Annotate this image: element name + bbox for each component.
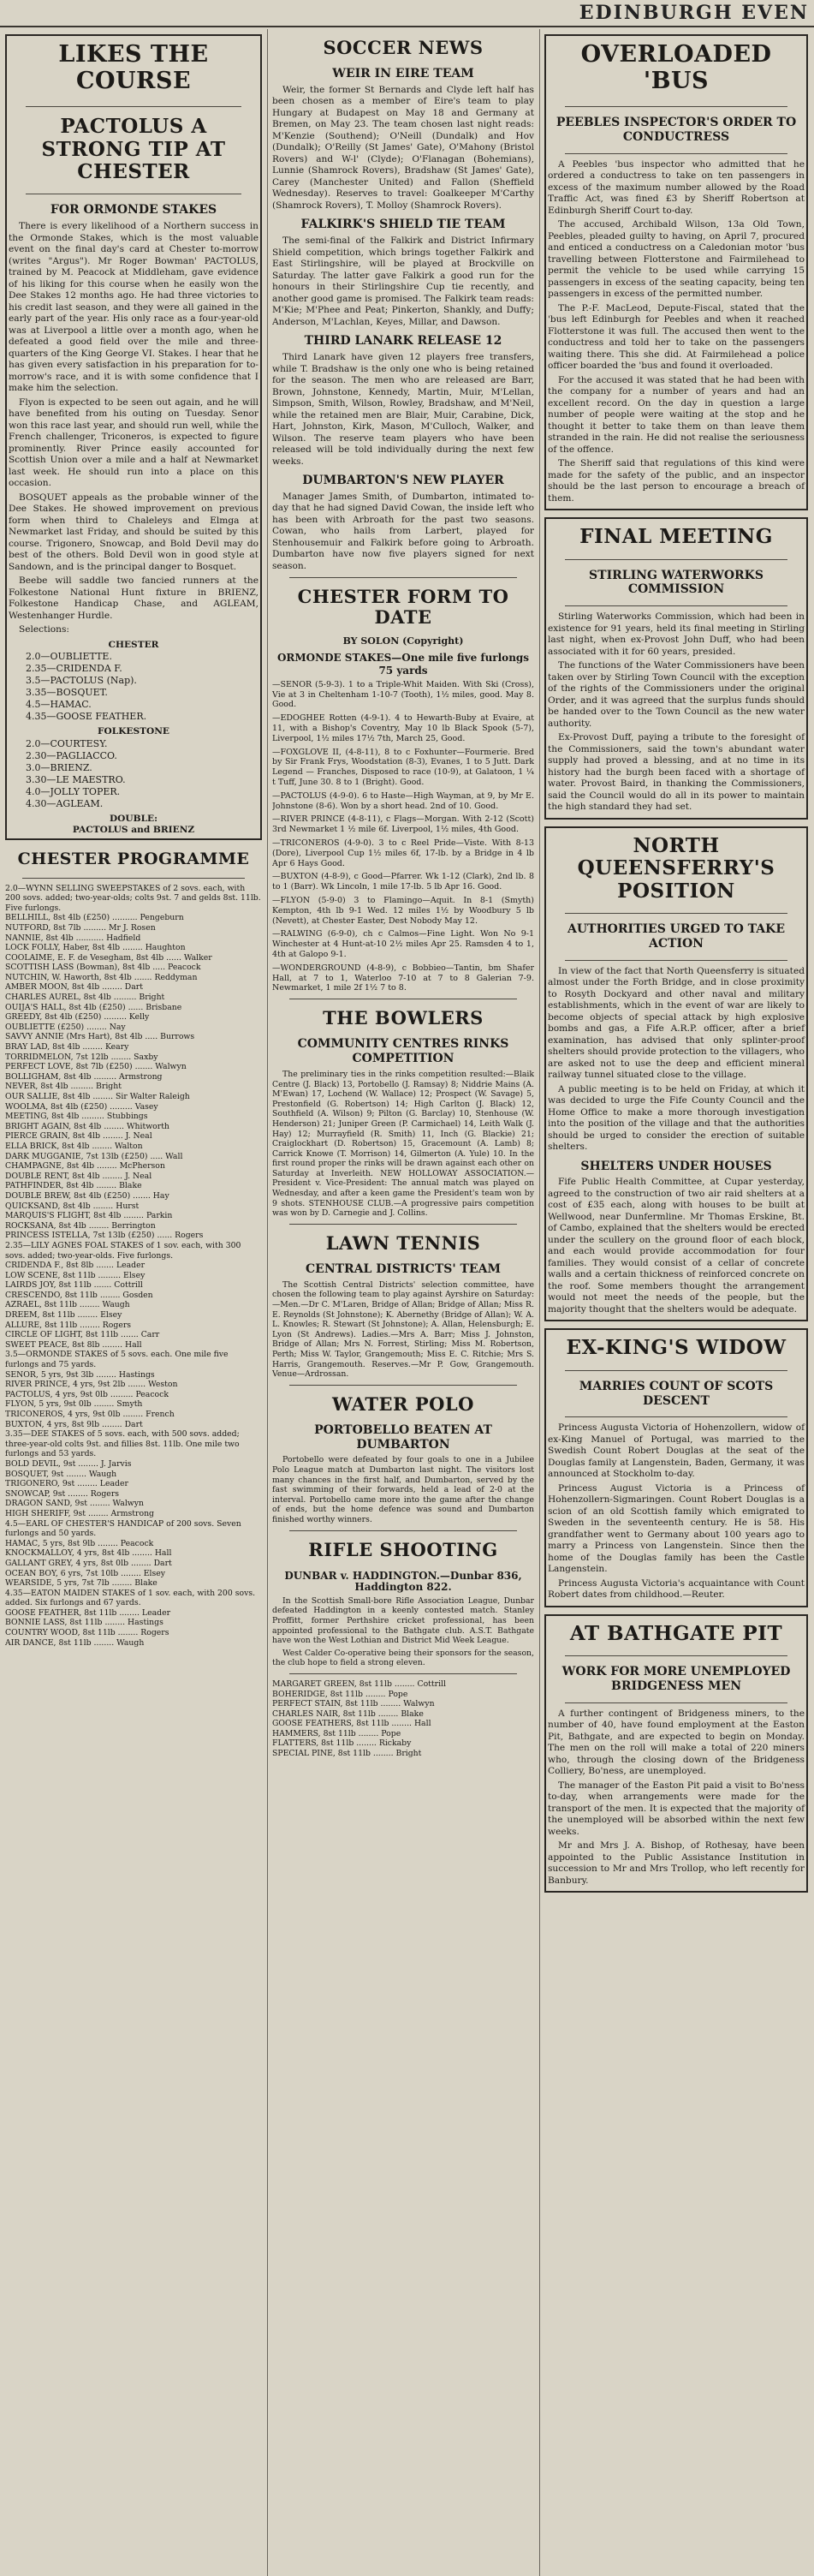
chester-programme-headline: CHESTER PROGRAMME: [17, 849, 250, 868]
article-paragraph: Flyon is expected to be seen out again, and he will have benefited from his outing on Tuesday. Senor won this race last year, and should run well, while the French challenger, Triconeros, is expected to figure prominently. River Prince easily accounted for Scottish Union over a mile and a half at Newmarket last week. He should run into a place on this occasion.: [9, 397, 258, 489]
article-paragraph: Princess August Victoria is a Princess of Hohenzollern-Sigmaringen. Count Robert Douglas is a scion of an old Scottish family which emigrated to Sweden in the seventeenth century. He is 58. His grandfather went to Germany about 100 years ago to marry a Princess von Langenstein. Since then the home of the Douglas family has been the Castle Langenstein.: [548, 1482, 805, 1575]
programme-line: DRAGON SAND, 9st ........ Walwyn: [5, 1499, 144, 1509]
lanark-subhead: THIRD LANARK RELEASE 12: [304, 334, 502, 349]
runner-line: HAMMERS, 8st 11lb ........ Pope: [272, 1728, 401, 1738]
programme-line: HIGH SHERIFF, 9st ........ Armstrong: [5, 1508, 155, 1518]
programme-line: COOLAIME, E. F. de Vesegham, 8st 4lb ...... Walker: [5, 952, 212, 963]
programme-line: TORRIDMELON, 7st 12lb ........ Saxby: [5, 1052, 158, 1062]
selections-label: Selections:: [19, 624, 69, 635]
article-paragraph: A further contingent of Bridgeness miners, to the number of 40, have found employment at the Easton Pit, Bathgate, and are expected to begin on Monday. The men on the roll will make a total of 220 miners who, through the closing down of the Bridgeness Colliery, Bo'ness, are unemployed.: [548, 1708, 805, 1777]
programme-line: 2.35—LILY AGNES FOAL STAKES of 1 sov. each, with 300 sovs. added; two-year-olds. Five furlongs.: [5, 1240, 241, 1261]
folkestone-tip: 2.30—PAGLIACCO.: [26, 749, 117, 761]
programme-line: ELLA BRICK, 8st 4lb ........ Walton: [5, 1141, 143, 1151]
programme-line: SWEET PEACE, 8st 8lb ........ Hall: [5, 1339, 142, 1350]
chester-tip: 2.35—CRIDENDA F.: [26, 663, 122, 675]
programme-line: 3.35—DEE STAKES of 5 sovs. each, with 500 sovs. added; three-year-old colts 9st. and fillies 8st. 11lb. One mile two furlongs and 53 yards.: [5, 1429, 240, 1459]
article-paragraph: The Scottish Central Districts' selection committee, have chosen the following team to play against Ayrshire on Saturday:—Men.—Dr C. M'Laren, Bridge of Allan; Bridge of Allan; Miss R. E. Reynolds (St Johnstone); K. Abernethy (Bridge of Allan); W. A. L. Knowles; R. Stewart (St Johnstone); A. Allan, Helensburgh; E. Lyon (St Andrews). Ladies.—Mrs A. Barr; Miss J. Johnston, Bridge of Allan; Mrs N. Forrest, Stirling; Miss M. Robertson, Perth; Miss W. Taylor, Grangemouth; Miss E. C. Ritchie; Mrs S. Harris, Grangemouth. Reserves.—Mr P. Gow, Grangemouth. Venue—Ardrossan.: [272, 1279, 534, 1380]
programme-line: GOOSE FEATHER, 8st 11lb ........ Leader: [5, 1607, 171, 1618]
programme-line: CRIDENDA F., 8st 8lb ....... Leader: [5, 1261, 146, 1271]
double-value: PACTOLUS and BRIENZ: [72, 825, 195, 836]
folkestone-tip: 2.0—COURTESY.: [26, 737, 108, 749]
folkestone-tips-list: [9, 738, 258, 810]
column-divider: [267, 29, 268, 2576]
queensferry-headline: NORTH QUEENSFERRY'S POSITION: [577, 833, 775, 903]
programme-line: BELLHILL, 8st 4lb (£250) .......... Pengeburn: [5, 913, 184, 923]
programme-line: DOUBLE BREW, 8st 4lb (£250) ....... Hay: [5, 1190, 169, 1201]
article-paragraph: In the Scottish Small-bore Rifle Association League, Dunbar defeated Haddington in a keenly contested match. Stanley Proffitt, former Perthshire cricket professional, has been appointed professional to the Bathgate club. A.S.T. Bathgate have won the West Lothian and District Mid Week League.: [272, 1595, 534, 1646]
programme-line: GALLANT GREY, 4 yrs, 8st 0lb ........ Dart: [5, 1558, 172, 1568]
programme-line: COUNTRY WOOD, 8st 11lb ........ Rogers: [5, 1628, 169, 1638]
headline-rule: [565, 960, 787, 961]
headline-rule: [26, 106, 241, 107]
programme-line: WEARSIDE, 5 yrs, 7st 7lb ........ Blake: [5, 1578, 157, 1589]
programme-line: SAVVY ANNIE (Mrs Hart), 8st 4lb ..... Burrows: [5, 1032, 195, 1042]
widow-subhead: MARRIES COUNT OF SCOTS DESCENT: [579, 1379, 774, 1408]
programme-line: NUTFORD, 8st 7lb ......... Mr J. Rosen: [5, 922, 156, 933]
headline-rule: [565, 153, 787, 154]
article-paragraph: Manager James Smith, of Dumbarton, intimated to-day that he had signed David Cowan, the inside left who has been with Arbroath for the past two seasons. Cowan, who hails from Larbert, played for Stenhousemuir and Falkirk before going to Arbroath. Dumbarton have now five players signed for next season.: [272, 491, 534, 571]
section-rule: [289, 1530, 517, 1531]
programme-line: 3.5—ORMONDE STAKES of 5 sovs. each. One mile five furlongs and 75 yards.: [5, 1350, 229, 1370]
overloaded-bus-headline: OVERLOADED 'BUS: [580, 41, 772, 95]
masthead: [0, 0, 814, 27]
article-paragraph: Third Lanark have given 12 players free transfers, while T. Bradshaw is the only one who is being retained for the season. The men who are released are Barr, Brown, Johnstone, Kennedy, Martin, Muir, M'Lellan, Simpson, Smith, Wilson, Rowley, Bradshaw, and M'Neil, while the retained men are Blair, Muir, Carabine, Dick, Hart, Johnston, Kirk, Mason, M'Culloch, Walker, and Wilson. The reserve team players who have been released will be told individually during the next few weeks.: [272, 352, 534, 467]
programme-line: GREEDY, 8st 4lb (£250) ......... Kelly: [5, 1012, 150, 1023]
rifle-subhead: DUNBAR v. HADDINGTON.—Dunbar 836, Haddington 822.: [284, 1569, 522, 1594]
programme-line: BRAY LAD, 8st 4lb ........ Keary: [5, 1042, 129, 1052]
programme-line: OUR SALLIE, 8st 4lb ........ Sir Walter Raleigh: [5, 1092, 190, 1102]
chester-heading: CHESTER: [108, 639, 159, 650]
polo-subhead: PORTOBELLO BEATEN AT DUMBARTON: [314, 1422, 492, 1452]
falkirk-subhead: FALKIRK'S SHIELD TIE TEAM: [300, 218, 506, 232]
masthead-title: EDINBURGH EVEN: [579, 2, 809, 24]
programme-line: LOCK FOLLY, Haber, 8st 4lb ........ Haughton: [5, 943, 186, 953]
water-polo-headline: WATER POLO: [332, 1392, 474, 1415]
article-paragraph: Beebe will saddle two fancied runners at the Folkestone National Hunt fixture in BRIENZ, Folkestone Handicap Chase, and AGLEAM, Westenhanger Hurdle.: [9, 575, 258, 621]
bowls-subhead: COMMUNITY CENTRES RINKS COMPETITION: [297, 1037, 509, 1066]
programme-line: OCEAN BOY, 6 yrs, 7st 10lb ........ Elsey: [5, 1568, 166, 1578]
article-paragraph: Ex-Provost Duff, paying a tribute to the foresight of the Commissioners, said the town's abundant water supply had proved a blessing, and at no time in its history had the burgh been faced with a shortage of water. Provost Baird, in thanking the Commissioners, said the Council would do all in its power to maintain the high standard they had set.: [548, 732, 805, 813]
programme-line: AIR DANCE, 8st 11lb ........ Waugh: [5, 1637, 145, 1648]
article-paragraph: In view of the fact that North Queensferry is situated almost under the Forth Bridge, and in close proximity to Rosyth Dockyard and other naval and military establishments, which in the event of war are likely to become objects of special attack by high explosive bombs and gas, a Fife A.R.P. officer, after a brief examination, has advised that only splinter-proof shelters should provide protection to the villagers, who are asked not to use the deep and efficient mineral railway tunnel situated close to the village.: [548, 965, 805, 1081]
queensferry-article: [544, 826, 808, 1322]
programme-line: PRINCESS ISTELLA, 7st 13lb (£250) ...... Rogers: [5, 1231, 204, 1241]
runner-line: SPECIAL PINE, 8st 11lb ........ Bright: [272, 1749, 422, 1759]
runner-line: BOHERIDGE, 8st 11lb ........ Pope: [272, 1689, 408, 1699]
final-meeting-subhead: STIRLING WATERWORKS COMMISSION: [589, 568, 763, 597]
article-paragraph: A Peebles 'bus inspector who admitted that he ordered a conductress to take on ten passengers in excess of the maximum number allowed by the Road Traffic Act, was fined £3 by Sheriff Robertson at Edinburgh Sheriff Court to-day.: [548, 158, 805, 216]
rifle-shooting-headline: RIFLE SHOOTING: [308, 1538, 498, 1560]
chester-form-headline: CHESTER FORM TO DATE: [297, 586, 509, 629]
programme-line: CRESCENDO, 8st 11lb ........ Gosden: [5, 1290, 153, 1300]
form-entry: —SENOR (5-9-3). 1 to a Triple-Whit Maiden. With Ski (Cross), Vie at 3 in Cheltenham 1-10-7 (Tooth), 1½ miles, good. May 8. Good.: [272, 679, 534, 710]
chester-tip: 2.0—OUBLIETTE.: [26, 651, 112, 663]
article-paragraph: The semi-final of the Falkirk and District Infirmary Shield competition, which brings together Falkirk and East Stirlingshire, will be played at Brockville on Saturday. The latter gave Falkirk a good run for the honours in their Stirlingshire Cup tie recently, and another good game is promised. The Falkirk team reads: M'Kie; M'Phee and Peat; Pinkerton, Shankly, and Duffy; Anderson, M'Lachlan, Keyes, Millar, and Dawson.: [272, 236, 534, 327]
final-meeting-headline: FINAL MEETING: [579, 525, 773, 549]
article-paragraph: For the accused it was stated that he had been with the company for a number of years and had an excellent record. On the day in question a large number of people were waiting at the stop and he thought it better to take them on than leave them stranded in the rain. He did not realise the seriousness of the offence.: [548, 374, 805, 455]
programme-line: MEETING, 8st 4lb ......... Stubbings: [5, 1112, 148, 1122]
runner-line: FLATTERS, 8st 11lb ........ Rickaby: [272, 1738, 412, 1749]
programme-line: TRIGONERO, 9st ........ Leader: [5, 1479, 128, 1489]
form-entries: [272, 680, 534, 993]
section-rule: [289, 1673, 517, 1674]
folkestone-tip: 4.30—AGLEAM.: [26, 797, 104, 809]
programme-line: LAIRDS JOY, 8st 11lb ....... Cottrill: [5, 1280, 143, 1291]
folkestone-heading: FOLKESTONE: [98, 726, 169, 737]
form-byline: BY SOLON (Copyright): [342, 635, 464, 647]
headline-rule: [565, 1370, 787, 1371]
queensferry-subhead: AUTHORITIES URGED TO TAKE ACTION: [567, 922, 786, 951]
article-paragraph: The functions of the Water Commissioners have been taken over by Stirling Town Council with the exception of the rights of the Commissioners under the original Order, and it was agreed that the surplus funds should be handed over to the Town Council as the new water authority.: [548, 660, 805, 729]
article-paragraph: The preliminary ties in the rinks competition resulted:—Blaik Centre (J. Black) 13, Portobello (J. Ramsay) 8; Niddrie Mains (A. M'Ewan) 17, Lochend (W. Wallace) 12; Prospect (W. Savage) 5, Prestonfield (G. Robertson) 14; High Carlton (J. Black) 12, Southfield (A. Wilson) 9; Pilton (G. Barclay) 10, Stenhouse (W. Henderson) 21; Juniper Green (P. Carmichael) 14, Leith Walk (J. Hay) 12; Murrayfield (R. Smith) 11, Inch (G. Blackie) 21; Craiglockhart (D. Robertson) 15, Gracemount (A. Lamb) 8; Carrick Knowe (T. Morrison) 14, Gilmerton (A. Yule) 10. In the first round proper the rinks will be drawn against each other on Saturday at Inverleith. NEW HOLLOWAY ASSOCIATION.—President v. Vice-President: The annual match was played on Wednesday, and after a keen game the President's team won by 9 shots. STENHOUSE CLUB.—A progressive pairs competition was won by D. Carnegie and J. Collins.: [272, 1069, 534, 1219]
pactolus-headline: PACTOLUS A STRONG TIP AT CHESTER: [41, 115, 226, 183]
programme-line: QUICKSAND, 8st 4lb ........ Hurst: [5, 1201, 140, 1211]
article-paragraph: The accused, Archibald Wilson, 13a Old Town, Peebles, pleaded guilty to having, on April 7, procured and enticed a conductress on a Caledonian motor 'bus travelling between Flotterstone and Fairmilehead to permit the vehicle to be used while carrying 15 passengers in excess of the seating capacity, being ten passengers in excess of the permitted number.: [548, 219, 805, 300]
article-paragraph: Fife Public Health Committee, at Cupar yesterday, agreed to the construction of two air raid shelters at a cost of £35 each, along with houses to be built at Wellwood, near Dunfermline. Mr Thomas Erskine, Bt. of Cambo, explained that the shelters would be erected under the scullery on the ground floor of each block, and each would provide accommodation for four families. They would consist of a cellar of concrete walls and a certain thickness of reinforced concrete on the roof. Some members thought the arrangement would not meet the needs of the people, but the majority thought that the shelters would be adequate.: [548, 1177, 805, 1315]
programme-line: MARQUIS'S FLIGHT, 8st 4lb ........ Parkin: [5, 1211, 173, 1221]
article-paragraph: Mr and Mrs J. A. Bishop, of Rothesay, have been appointed to the Public Assistance Institution in succession to Mr and Mrs Trollop, who left recently for Banbury.: [548, 1840, 805, 1886]
masthead-rule: [0, 26, 814, 27]
programme-line: BOSQUET, 9st ........ Waugh: [5, 1469, 117, 1479]
chester-tip: 3.35—BOSQUET.: [26, 687, 108, 699]
bathgate-article: [544, 1614, 808, 1893]
column-racing: [5, 34, 262, 2571]
programme-line: DARK MUGGANIE, 7st 13lb (£250) ..... Wall: [5, 1151, 183, 1161]
shelters-subhead: SHELTERS UNDER HOUSES: [580, 1159, 772, 1173]
programme-line: PATHFINDER, 8st 4lb ........ Blake: [5, 1181, 142, 1191]
folkestone-tip: 3.0—BRIENZ.: [26, 761, 92, 773]
double-label: DOUBLE:: [109, 813, 158, 824]
programme-line: PIERCE GRAIN, 8st 4lb ........ J. Neal: [5, 1131, 152, 1142]
column-sport: [272, 34, 534, 2571]
headline-rule: [565, 106, 787, 107]
runner-line: CHARLES NAIR, 8st 11lb ........ Blake: [272, 1708, 424, 1719]
programme-line: 4.5—EARL OF CHESTER'S HANDICAP of 200 sovs. Seven furlongs and 50 yards.: [5, 1518, 241, 1539]
article-paragraph: Weir, the former St Bernards and Clyde left half has been chosen as a member of Eire's team to play Hungary at Budapest on May 18 and Germany at Bremen, on May 23. The team chosen last night reads: M'Kenzie (Southend); O'Neill (Dundalk) and Hov (Dundalk); O'Reilly (St James' Gate), O'Mahony (Bristol Rovers) and W-l' (Clyde); O'Flanagan (Bohemians), Lunnie (Shamrock Rovers), Bradshaw (St James' Gate), Carey (Manchester United) and Fallon (Sheffield Wednesday). Reserves to travel: Goalkeeper M'Carthy (Shamrock Rovers), T. Molloy (Shamrock Rovers).: [272, 84, 534, 211]
section-rule: [289, 1224, 517, 1225]
headline-rule: [565, 559, 787, 560]
ex-king-widow-headline: EX-KING'S WIDOW: [566, 1336, 787, 1360]
programme-line: CHARLES AUREL, 8st 4lb ......... Bright: [5, 993, 165, 1003]
chester-tip: 4.35—GOOSE FEATHER.: [26, 711, 147, 723]
programme-line: CHAMPAGNE, 8st 4lb ........ McPherson: [5, 1161, 165, 1172]
programme-line: LOW SCENE, 8st 11lb ......... Elsey: [5, 1270, 146, 1280]
programme-list: [5, 884, 262, 1649]
form-entry: —RALWING (6-9-0), ch c Calmos—Fine Light. Won No 9-1 Winchester at 4 Hunt-at-10 2½ miles Apr 25. Ramsden 4 to 1, 4th at Galopo 9-1.: [272, 929, 534, 960]
programme-line: 2.0—WYNN SELLING SWEEPSTAKES of 2 sovs. each, with 200 sovs. added; two-year-olds; colts 9st. 7 and gelds 8st. 11lb. Five furlongs.: [5, 883, 261, 913]
programme-line: WOOLMA, 8st 4lb (£250) ......... Vasey: [5, 1101, 158, 1112]
headline-rule: [22, 878, 245, 879]
programme-line: PACTOLUS, 4 yrs, 9st 0lb ......... Peacock: [5, 1389, 169, 1399]
final-meeting-article: [544, 517, 808, 820]
programme-line: CIRCLE OF LIGHT, 8st 11lb ....... Carr: [5, 1330, 160, 1340]
programme-line: BRIGHT AGAIN, 8st 4lb ........ Whitworth: [5, 1121, 169, 1131]
programme-line: BUXTON, 4 yrs, 8st 9lb ........ Dart: [5, 1419, 143, 1429]
article-paragraph: The Sheriff said that regulations of this kind were made for the safety of the public, and an inspector should be the last person to encourage a breach of them.: [548, 458, 805, 504]
programme-line: NEVER, 8st 4lb ......... Bright: [5, 1082, 122, 1092]
tennis-subhead: CENTRAL DISTRICTS' TEAM: [306, 1261, 501, 1276]
programme-line: HAMAC, 5 yrs, 8st 9lb ........ Peacock: [5, 1538, 154, 1548]
article-paragraph: Portobello were defeated by four goals to one in a Jubilee Polo League match at Dumbarton last night. The visitors lost many chances in the first half, and Dumbarton, served by the fast swimming of their forwards, held a lead of 2-0 at the interval. Portobello came more into the game after the change of ends, but the home defence was sound and Dumbarton finished worthy winners.: [272, 1455, 534, 1525]
weir-subhead: WEIR IN EIRE TEAM: [332, 67, 474, 81]
bowlers-headline: THE BOWLERS: [323, 1007, 484, 1029]
dumbarton-subhead: DUMBARTON'S NEW PLAYER: [302, 474, 504, 488]
article-paragraph: There is every likelihood of a Northern success in the Ormonde Stakes, which is the most valuable event on the final day's card at Chester to-morrow (writes "Argus"). Mr Roger Bowman' PACTOLUS, trained by M. Peacock at Middleham, gave evidence of his liking for this course when he easily won the Dee Stakes 12 months ago. He had three victories to his credit last season, and they were all gained in the early part of the year. His only race as a four-year-old was at Liverpool a little over a month ago, when he defeated a good field over the mile and three-quarters of the King George VI. Stakes. I hear that he has given every satisfaction in his preparation for to-morrow's race, and it is with some confidence that I make him the selection.: [9, 221, 258, 394]
form-entry: —EDOGHEE Rotten (4-9-1). 4 to Hewarth-Buby at Evaire, at 11, with a Bishop's Coventry, May 10 lb Black Spook (5-7), Liverpool, 1½ miles 17½ 7th, March 25, Good.: [272, 713, 534, 743]
form-entry: —PACTOLUS (4-9-0). 6 to Haste—High Wayman, at 9, by Mr E. Johnstone (8-6). Won by a short head. 2nd of 10. Good.: [272, 790, 534, 811]
programme-line: SCOTTISH LASS (Bowman), 8st 4lb ..... Peacock: [5, 963, 201, 973]
programme-line: BOLLIGHAM, 8st 4lb ......... Armstrong: [5, 1071, 163, 1082]
form-entry: —FLYON (5-9-0) 3 to Flamingo—Aquit. In 8-1 (Smyth) Kempton, 4th lb 9-1 Wed. 12 miles 1½ by Woodbury 5 lb (Nevett), at Chester Easter, Dest Nobody May 12.: [272, 896, 534, 926]
headline-rule: [565, 1702, 787, 1703]
form-entry: —RIVER PRINCE (4-8-11), c Flags—Morgan. With 2-12 (Scott) 3rd Newmarket 1 ½ mile 6f. Liverpool, 1½ miles, 4th Good.: [272, 814, 534, 835]
programme-line: BONNIE LASS, 8st 11lb ........ Hastings: [5, 1618, 163, 1628]
runner-line: MARGARET GREEN, 8st 11lb ........ Cottrill: [272, 1679, 446, 1689]
programme-line: ROCKSANA, 8st 4lb ........ Berrington: [5, 1220, 156, 1231]
programme-line: SENOR, 5 yrs, 9st 3lb ........ Hastings: [5, 1369, 155, 1380]
form-entry: —TRICONEROS (4-9-0). 3 to c Reel Pride—Viste. With 8-13 (Dore), Liverpool Cup 1½ miles 6f, 17-lb. by a Bridge in 4 lb Apr 6 Hays Good.: [272, 838, 534, 868]
headline-rule: [565, 1655, 787, 1656]
article-paragraph: West Calder Co-operative being their sponsors for the season, the club hope to field a strong eleven.: [272, 1648, 534, 1668]
article-paragraph: A public meeting is to be held on Friday, at which it was decided to urge the Fife County Council and the Home Office to make a more thorough investigation into the position of the village and that the authorities should be urged to consider the erection of suitable shelters.: [548, 1083, 805, 1153]
article-paragraph: Princess Augusta Victoria of Hohenzollern, widow of ex-King Manuel of Portugal, was married to the Swedish Count Robert Douglas at the seat of the Douglas family at Langenstein, Baden, Germany, it was announced at Stockholm to-day.: [548, 1422, 805, 1480]
programme-line: FLYON, 5 yrs, 9st 0lb ........ Smyth: [5, 1399, 143, 1410]
programme-line: OUIJA'S HALL, 8st 4lb (£250) ...... Brisbane: [5, 1002, 182, 1012]
form-entry: —FOXGLOVE II, (4-8-11), 8 to c Foxhunter—Fourmerie. Bred by Sir Frank Frys, Woodstation (8-3), Evanes, 1 to 5 Jutt. Dark Legend — Franches, Disposed to race (10-9), at Galatoon, 1 ¼ t Tuff, June 30. 8 to 1 (Bright). Good.: [272, 747, 534, 788]
programme-line: PERFECT LOVE, 8st 7lb (£250) ....... Walwyn: [5, 1062, 187, 1072]
section-rule: [289, 1385, 517, 1386]
likes-course-article: [5, 34, 262, 840]
folkestone-tip: 3.30—LE MAESTRO.: [26, 773, 126, 785]
chester-tips-list: [9, 651, 258, 723]
column-divider: [539, 29, 540, 2576]
ormonde-form-subhead: ORMONDE STAKES—One mile five furlongs 75 yards: [276, 652, 530, 677]
ormonde-subhead: FOR ORMONDE STAKES: [50, 203, 217, 218]
folkestone-tip: 4.0—JOLLY TOPER.: [26, 785, 121, 797]
headline-rule: [565, 1416, 787, 1417]
programme-line: SNOWCAP, 9st ........ Rogers: [5, 1488, 120, 1499]
section-rule: [289, 577, 517, 578]
programme-line: OUBLIETTE (£250) ........ Nay: [5, 1022, 126, 1032]
programme-line: TRICONEROS, 4 yrs, 9st 0lb ........ French: [5, 1410, 175, 1420]
article-paragraph: BOSQUET appeals as the probable winner of the Dee Stakes. He showed improvement on previous form when third to Chaleleys and Elmga at Newmarket last Friday, and should be suited by this course. Trigonero, Snowcap, and Bold Devil may do best of the others. Bold Devil won in good style at Sandown, and is the principal danger to Bosquet.: [9, 492, 258, 572]
chester-tip: 3.5—PACTOLUS (Nap).: [26, 675, 137, 687]
soccer-news-headline: SOCCER NEWS: [323, 37, 484, 58]
programme-line: RIVER PRINCE, 4 yrs, 9st 2lb ....... Weston: [5, 1380, 178, 1390]
form-entry: —BUXTON (4-8-9), c Good—Pfarrer. Wk 1-12 (Clark), 2nd lb. 8 to 1 (Barr). Wk Lincoln, 1 mile 17-lb. 5 lb Apr 16. Good.: [272, 872, 534, 892]
column-news: [544, 34, 808, 2571]
programme-line: NUTCHIN, W. Haworth, 8st 4lb ....... Reddyman: [5, 972, 198, 982]
headline-rule: [565, 913, 787, 914]
overloaded-bus-article: [544, 34, 808, 510]
runner-line: PERFECT STAIN, 8st 11lb ........ Walwyn: [272, 1699, 435, 1709]
programme-line: DOUBLE RENT, 8st 4lb ........ J. Neal: [5, 1171, 152, 1181]
bathgate-subhead: WORK FOR MORE UNEMPLOYED BRIDGENESS MEN: [561, 1665, 791, 1694]
lawn-tennis-headline: LAWN TENNIS: [325, 1231, 481, 1254]
programme-line: KNOCKMALLOY, 4 yrs, 8st 4lb ........ Hall: [5, 1548, 172, 1559]
runners-list: [272, 1679, 534, 1759]
programme-line: AZRAEL, 8st 11lb ........ Waugh: [5, 1300, 130, 1310]
ex-king-widow-article: [544, 1328, 808, 1607]
chester-tip: 4.5—HAMAC.: [26, 699, 92, 711]
headline-rule: [565, 605, 787, 606]
likes-course-headline: LIKES THE COURSE: [58, 41, 209, 95]
programme-line: NANNIE, 8st 4lb ........... Hadfield: [5, 933, 141, 943]
form-entry: —WONDERGROUND (4-8-9), c Bobbieo—Tantin, bm Shafer Hall, at 7 to 1, Waterloo 7-10 at 7 to 8 Galerian 7-9. Newmarket, 1 mile 2f 1½ 7 to 8.: [272, 963, 534, 993]
article-paragraph: Stirling Waterworks Commission, which had been in existence for 91 years, held its final meeting in Stirling last night, when ex-Provost John Duff, who had been associated with it for 60 years, presided.: [548, 611, 805, 657]
article-paragraph: The manager of the Easton Pit paid a visit to Bo'ness to-day, when arrangements were made for the transport of the men. It is expected that the majority of the unemployed will be absorbed within the next few weeks.: [548, 1780, 805, 1837]
programme-line: DREEM, 8st 11lb ........ Elsey: [5, 1310, 122, 1321]
programme-line: ALLURE, 8st 11lb ........ Rogers: [5, 1320, 132, 1330]
programme-line: 4.35—EATON MAIDEN STAKES of 1 sov. each, with 200 sovs. added. Six furlongs and 67 yards.: [5, 1588, 256, 1608]
bathgate-headline: AT BATHGATE PIT: [569, 1621, 783, 1645]
article-paragraph: Princess Augusta Victoria's acquaintance with Count Robert dates from childhood.—Reuter.: [548, 1577, 805, 1601]
programme-line: BOLD DEVIL, 9st ........ J. Jarvis: [5, 1458, 132, 1469]
bus-subhead: PEEBLES INSPECTOR'S ORDER TO CONDUCTRESS: [556, 116, 797, 144]
article-paragraph: The P.-F. MacLeod, Depute-Fiscal, stated that the 'bus left Edinburgh for Peebles and when it reached Flotterstone it was full. The accused then went to the conductress and told her to take on the passengers waiting there. This she did. At Fairmilehead a police officer boarded the 'bus and found it overloaded.: [548, 302, 805, 372]
programme-line: AMBER MOON, 8st 4lb ........ Dart: [5, 982, 143, 993]
runner-line: GOOSE FEATHERS, 8st 11lb ........ Hall: [272, 1719, 431, 1729]
